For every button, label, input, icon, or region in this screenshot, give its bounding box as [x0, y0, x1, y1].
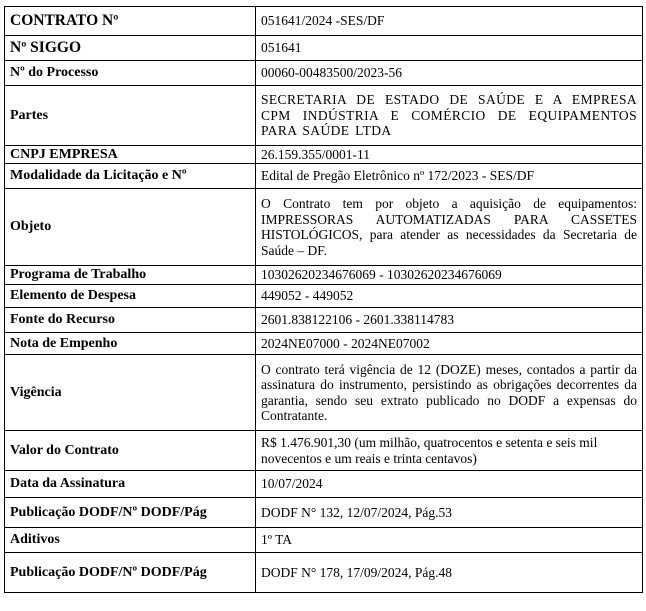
label-contrato: CONTRATO Nº	[5, 7, 256, 36]
row-processo	[5, 61, 643, 86]
row-elemento	[5, 285, 643, 308]
label-vigencia: Vigência	[5, 355, 256, 431]
row-modalidade	[5, 164, 643, 189]
value-programa: 10302620234676069 - 10302620234676069	[256, 266, 643, 285]
row-siggo	[5, 36, 643, 61]
label-siggo: Nº SIGGO	[5, 36, 256, 61]
value-data-assinatura: 10/07/2024	[256, 471, 643, 498]
label-fonte: Fonte do Recurso	[5, 308, 256, 333]
value-fonte: 2601.838122106 - 2601.338114783	[256, 308, 643, 333]
row-contrato	[5, 7, 643, 36]
row-cnpj	[5, 146, 643, 164]
row-programa	[5, 266, 643, 285]
contract-table	[4, 6, 643, 593]
label-cnpj: CNPJ EMPRESA	[5, 146, 256, 164]
value-partes: SECRETARIA DE ESTADO DE SAÚDE E A EMPRESA CPM INDÚSTRIA E COMÉRCIO DE EQUIPAMENTOS PARA SAÚDE LTDA	[256, 86, 643, 146]
label-data-assinatura: Data da Assinatura	[5, 471, 256, 498]
row-fonte	[5, 308, 643, 333]
row-partes	[5, 86, 643, 146]
label-publicacao-1: Publicação DODF/Nº DODF/Pág	[5, 498, 256, 528]
label-partes: Partes	[5, 86, 256, 146]
label-modalidade: Modalidade da Licitação e Nº	[5, 164, 256, 189]
value-modalidade: Edital de Pregão Eletrônico nº 172/2023 - SES/DF	[256, 164, 643, 189]
value-vigencia: O contrato terá vigência de 12 (DOZE) meses, contados a partir da assinatura do instrumento, persistindo as obrigações decorrentes da garantia, sendo seu extrato publicado no DODF a expensas do Contratante.	[256, 355, 643, 431]
value-valor: R$ 1.476.901,30 (um milhão, quatrocentos e setenta e seis mil novecentos e um reais e trinta centavos)	[256, 431, 643, 471]
value-cnpj: 26.159.355/0001-11	[256, 146, 643, 164]
row-vigencia	[5, 355, 643, 431]
label-elemento: Elemento de Despesa	[5, 285, 256, 308]
value-empenho: 2024NE07000 - 2024NE07002	[256, 333, 643, 355]
value-publicacao-1: DODF N° 132, 12/07/2024, Pág.53	[256, 498, 643, 528]
row-empenho	[5, 333, 643, 355]
label-aditivos: Aditivos	[5, 528, 256, 553]
value-contrato: 051641/2024 -SES/DF	[256, 7, 643, 36]
value-aditivos: 1º TA	[256, 528, 643, 553]
label-processo: Nº do Processo	[5, 61, 256, 86]
row-publicacao-1	[5, 498, 643, 528]
value-objeto: O Contrato tem por objeto a aquisição de equipamentos: IMPRESSORAS AUTOMATIZADAS PARA CASSETES HISTOLÓGICOS, para atender as necessidades da Secretaria de Saúde – DF.	[256, 189, 643, 266]
row-aditivos	[5, 528, 643, 553]
row-objeto	[5, 189, 643, 266]
value-publicacao-2: DODF N° 178, 17/09/2024, Pág.48	[256, 553, 643, 593]
value-elemento: 449052 - 449052	[256, 285, 643, 308]
value-siggo: 051641	[256, 36, 643, 61]
row-valor	[5, 431, 643, 471]
label-empenho: Nota de Empenho	[5, 333, 256, 355]
row-publicacao-2	[5, 553, 643, 593]
row-data-assinatura	[5, 471, 643, 498]
value-processo: 00060-00483500/2023-56	[256, 61, 643, 86]
label-valor: Valor do Contrato	[5, 431, 256, 471]
label-publicacao-2: Publicação DODF/Nº DODF/Pág	[5, 553, 256, 593]
label-objeto: Objeto	[5, 189, 256, 266]
label-programa: Programa de Trabalho	[5, 266, 256, 285]
